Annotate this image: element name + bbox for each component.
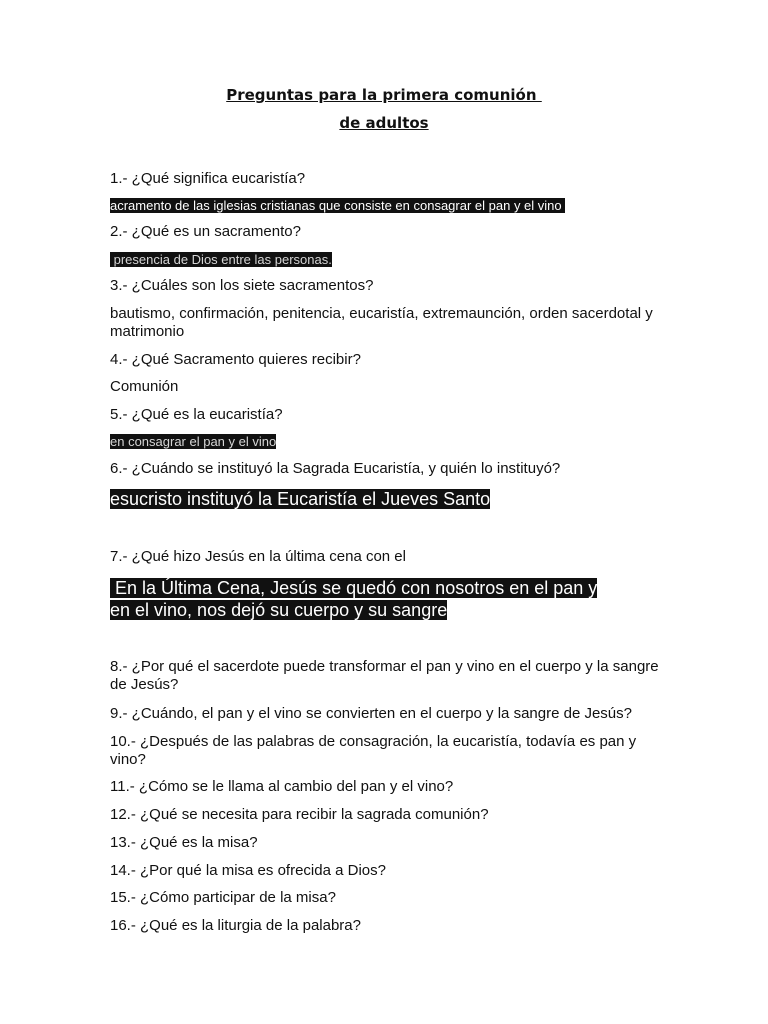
question-15: 15.- ¿Cómo participar de la misa? [110, 889, 336, 906]
answer-1 [110, 198, 670, 213]
answer-5 [110, 434, 670, 449]
question-16: 16.- ¿Qué es la liturgia de la palabra? [110, 917, 361, 934]
answer-6-highlight: esucristo instituyó la Eucaristía el Jueves Santo [110, 489, 491, 509]
answer-7-line-2 [110, 599, 670, 621]
question-9: 9.- ¿Cuándo, el pan y el vino se convierten en el cuerpo y la sangre de Jesús? [110, 705, 632, 722]
question-10: 10.- ¿Después de las palabras de consagración, la eucaristía, todavía es pan y vino? [110, 733, 637, 768]
answer-5-highlight: en consagrar el pan y el vino [110, 434, 277, 449]
question-1: 1.- ¿Qué significa eucaristía? [110, 170, 306, 187]
answer-2 [110, 252, 670, 267]
answer-3: bautismo, confirmación, penitencia, eucaristía, extremaunción, orden sacerdotal y matrimonio [110, 305, 653, 340]
question-2: 2.- ¿Qué es un sacramento? [110, 223, 301, 240]
answer-7-highlight-1: En la Última Cena, Jesús se quedó con nosotros en el pan y [110, 578, 598, 598]
question-3: 3.- ¿Cuáles son los siete sacramentos? [110, 277, 374, 294]
question-12: 12.- ¿Qué se necesita para recibir la sagrada comunión? [110, 806, 489, 823]
question-5: 5.- ¿Qué es la eucaristía? [110, 406, 283, 423]
question-6: 6.- ¿Cuándo se instituyó la Sagrada Eucaristía, y quién lo instituyó? [110, 460, 561, 477]
answer-7-highlight-2: en el vino, nos dejó su cuerpo y su sangre [110, 600, 448, 620]
question-7: 7.- ¿Qué hizo Jesús en la última cena con el [110, 548, 406, 565]
question-11: 11.- ¿Cómo se le llama al cambio del pan y el vino? [110, 778, 454, 795]
answer-7-line-1 [110, 577, 670, 599]
question-14: 14.- ¿Por qué la misa es ofrecida a Dios? [110, 862, 386, 879]
title-line-1: Preguntas para la primera comunión [226, 86, 542, 104]
question-8: 8.- ¿Por qué el sacerdote puede transformar el pan y vino en el cuerpo y la sangre de Jesús? [110, 658, 659, 693]
question-13: 13.- ¿Qué es la misa? [110, 834, 258, 851]
question-4: 4.- ¿Qué Sacramento quieres recibir? [110, 351, 361, 368]
title-line-2: de adultos [339, 114, 429, 132]
answer-2-highlight: presencia de Dios entre las personas. [110, 252, 332, 267]
answer-1-highlight: acramento de las iglesias cristianas que consiste en consagrar el pan y el vino [110, 198, 566, 213]
answer-6 [110, 488, 670, 510]
answer-4: Comunión [110, 378, 179, 395]
